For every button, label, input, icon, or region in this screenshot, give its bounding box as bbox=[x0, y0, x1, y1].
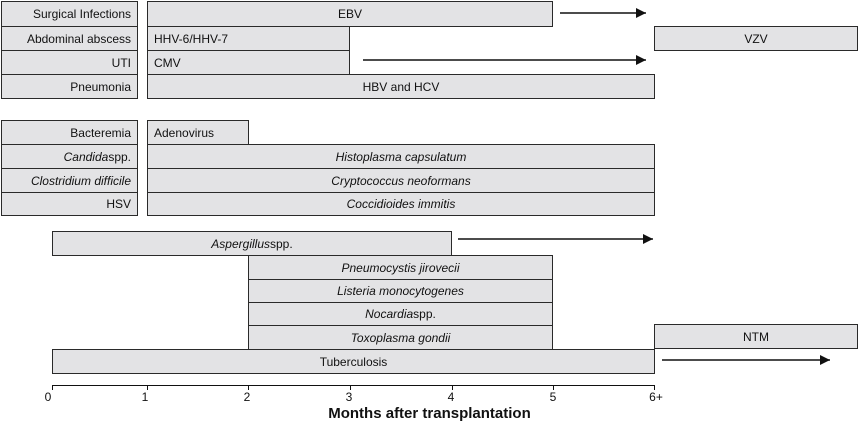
bar-histoplasma-text: Histoplasma capsulatum bbox=[335, 149, 467, 164]
label-candida-text: Candida bbox=[63, 149, 109, 164]
bar-aspergillus-text: spp. bbox=[270, 236, 293, 251]
label-bacteremia-text: Bacteremia bbox=[70, 125, 131, 140]
x-axis-line bbox=[52, 385, 654, 386]
bar-ntm-text: NTM bbox=[743, 329, 769, 344]
tick-0 bbox=[52, 385, 53, 390]
tick-label-6: 6+ bbox=[649, 390, 663, 404]
bar-toxoplasma-text: Toxoplasma gondii bbox=[350, 330, 451, 345]
tick-label-0: 0 bbox=[44, 390, 52, 404]
tick-label-3: 3 bbox=[345, 390, 353, 404]
x-axis-title: Months after transplantation bbox=[328, 405, 531, 422]
label-hsv-text: HSV bbox=[106, 197, 131, 211]
bar-aspergillus-text: Aspergillus bbox=[211, 236, 270, 251]
bar-pneumocystis-text: Pneumocystis jirovecii bbox=[341, 260, 460, 275]
bar-tuberculosis-text: Tuberculosis bbox=[319, 354, 388, 369]
bar-vzv-text: VZV bbox=[744, 31, 768, 46]
tick-label-2: 2 bbox=[243, 390, 251, 404]
bar-hhv-text: HHV-6/HHV-7 bbox=[154, 31, 229, 46]
bar-nocardia-text: spp. bbox=[413, 307, 436, 321]
bar-cmv-text: CMV bbox=[154, 55, 181, 70]
label-clostridium-text: Clostridium difficile bbox=[30, 173, 131, 188]
bar-nocardia-text: Nocardia bbox=[365, 307, 414, 321]
label-pneumonia-text: Pneumonia bbox=[70, 79, 131, 94]
bar-ebv-text: EBV bbox=[337, 7, 362, 21]
tick-label-5: 5 bbox=[549, 390, 557, 404]
bar-adenovirus-text: Adenovirus bbox=[154, 125, 215, 140]
bar-coccidioides-text: Coccidioides immitis bbox=[346, 197, 456, 211]
label-uti-text: UTI bbox=[111, 55, 131, 70]
label-candida-text: spp. bbox=[108, 149, 131, 164]
label-surgical-infections-text: Surgical Infections bbox=[32, 7, 131, 21]
label-abdominal-abscess-text: Abdominal abscess bbox=[26, 31, 131, 46]
tick-label-4: 4 bbox=[447, 390, 455, 404]
bar-cryptococcus-text: Cryptococcus neoformans bbox=[331, 173, 471, 188]
bar-listeria-text: Listeria monocytogenes bbox=[337, 284, 464, 298]
bar-hbv-hcv-text: HBV and HCV bbox=[362, 79, 440, 94]
tick-label-1: 1 bbox=[141, 390, 149, 404]
